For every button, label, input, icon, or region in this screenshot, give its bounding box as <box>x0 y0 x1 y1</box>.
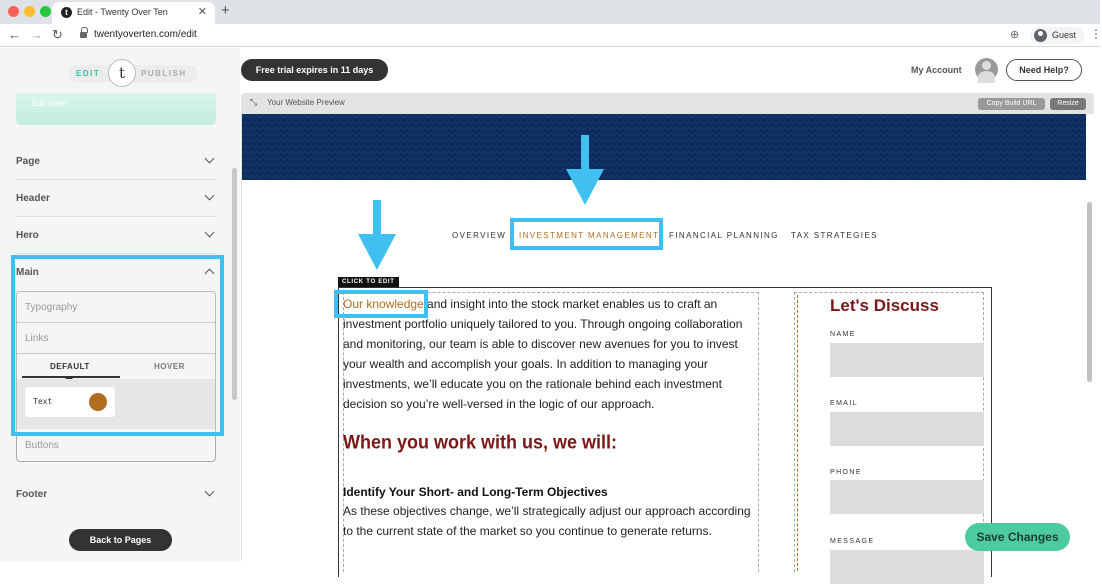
site-nav-overview[interactable]: OVERVIEW <box>452 231 507 240</box>
logo: t <box>108 59 136 87</box>
profile-button[interactable] <box>1030 27 1084 44</box>
website-preview <box>241 114 1094 561</box>
email-label: EMAIL <box>830 400 859 407</box>
reload-icon[interactable]: ↻ <box>52 27 63 42</box>
back-to-pages-button[interactable]: Back to Pages <box>69 529 172 551</box>
site-nav-investment-management[interactable]: INVESTMENT MANAGEMENT <box>519 231 660 240</box>
text-color-label: Text <box>33 397 53 406</box>
chevron-down-icon <box>205 487 215 497</box>
section-hero[interactable] <box>16 217 216 254</box>
tab-title: Edit - Twenty Over Ten <box>77 7 168 17</box>
hero-banner <box>242 114 1086 180</box>
need-help-button[interactable]: Need Help? <box>1006 59 1082 81</box>
resize-button[interactable]: Resize <box>1050 98 1086 110</box>
plus-icon[interactable]: + <box>221 2 230 19</box>
typography-label: Typography <box>25 302 78 313</box>
form-title: Let's Discuss <box>830 296 939 315</box>
section-header[interactable] <box>16 180 216 217</box>
zoom-icon[interactable]: ⊕ <box>1010 29 1020 41</box>
editor-sidebar <box>0 48 240 561</box>
buttons-label: Buttons <box>25 440 59 451</box>
mode-publish[interactable]: PUBLISH <box>141 69 187 78</box>
arrow-down-icon <box>358 200 396 270</box>
preview-toolbar <box>241 93 1094 114</box>
name-field[interactable] <box>830 343 984 377</box>
links-label: Links <box>25 333 49 344</box>
annotation-highlight-nav <box>510 218 663 250</box>
paragraph-text: and insight into the stock market enables us to craft an investment portfolio uniquely tailored to you. Through ongoing collaboration and monitoring, our team is able to discover new avenues for you to invest your wealth and accomplish your goals. In addition to managing your investments, we’ll educate you on the rationale behind each investment decision so you’re well-versed in the logic of our approach. <box>343 297 743 411</box>
guest-avatar-icon <box>1034 29 1047 42</box>
minimize-window-dot[interactable] <box>24 6 35 17</box>
sidebar-scrollbar[interactable] <box>232 168 237 400</box>
mode-edit[interactable]: EDIT <box>76 69 101 78</box>
section-footer[interactable] <box>16 476 216 513</box>
section-page[interactable] <box>16 143 216 180</box>
preview-scrollbar[interactable] <box>1087 202 1092 382</box>
browser-tab-bar <box>0 0 1100 24</box>
url-field[interactable]: twentyoverten.com/edit <box>94 29 197 40</box>
close-icon[interactable]: ✕ <box>197 6 207 18</box>
trial-banner: Free trial expires in 11 days <box>241 59 388 81</box>
browser-tab[interactable] <box>52 2 215 24</box>
section-main-label: Main <box>16 267 39 278</box>
my-account-link[interactable]: My Account <box>911 65 962 75</box>
section-heading: When you work with us, we will: <box>343 431 618 453</box>
save-changes-button[interactable]: Save Changes <box>965 523 1070 551</box>
phone-label: PHONE <box>830 469 862 476</box>
section-footer-label: Footer <box>16 489 48 500</box>
annotation-highlight-link <box>334 290 428 318</box>
section-page-label: Page <box>16 156 40 167</box>
section-hero-label: Hero <box>16 230 39 241</box>
more-icon[interactable]: ⋮ <box>1090 27 1102 41</box>
message-field[interactable] <box>830 550 984 584</box>
address-bar <box>0 24 1100 47</box>
close-window-dot[interactable] <box>8 6 19 17</box>
copy-build-url-button[interactable]: Copy Build URL <box>978 98 1045 110</box>
click-to-edit-badge[interactable]: CLICK TO EDIT <box>338 277 399 287</box>
name-label: NAME <box>830 331 856 338</box>
expand-icon[interactable]: ⤡ <box>250 97 258 107</box>
section-header-label: Header <box>16 193 50 204</box>
style-hint-text: Edit style! <box>32 99 67 108</box>
hero-wave-pattern <box>242 114 1086 180</box>
paragraph-link[interactable]: Our knowledge <box>343 297 424 311</box>
chevron-down-icon <box>205 154 215 164</box>
site-nav-tax-strategies[interactable]: TAX STRATEGIES <box>791 231 878 240</box>
message-label: MESSAGE <box>830 538 875 545</box>
lock-icon <box>80 30 87 39</box>
objective-body: As these objectives change, we’ll strategically adjust our approach according to the current state of the market so you continue to generate returns. <box>343 504 751 538</box>
style-hint-card <box>16 93 216 125</box>
buttons-row[interactable] <box>16 434 216 462</box>
back-icon[interactable]: ← <box>8 27 21 42</box>
tab-hover[interactable]: HOVER <box>154 362 185 371</box>
arrow-down-icon <box>566 135 604 205</box>
email-field[interactable] <box>830 412 984 446</box>
guest-label: Guest <box>1052 30 1077 40</box>
mode-toggle[interactable] <box>68 65 198 82</box>
avatar[interactable] <box>975 58 998 81</box>
site-nav-financial-planning[interactable]: FINANCIAL PLANNING <box>669 231 779 240</box>
annotation-highlight-main-panel <box>11 255 224 436</box>
chevron-down-icon <box>205 191 215 201</box>
tab-favicon-icon: t <box>61 7 72 18</box>
preview-title: Your Website Preview <box>267 98 345 107</box>
objective-title: Identify Your Short- and Long-Term Objectives <box>343 485 608 499</box>
forward-icon[interactable]: → <box>30 27 43 42</box>
tab-default[interactable]: DEFAULT <box>50 362 90 371</box>
phone-field[interactable] <box>830 480 984 514</box>
maximize-window-dot[interactable] <box>40 6 51 17</box>
chevron-down-icon <box>205 228 215 238</box>
